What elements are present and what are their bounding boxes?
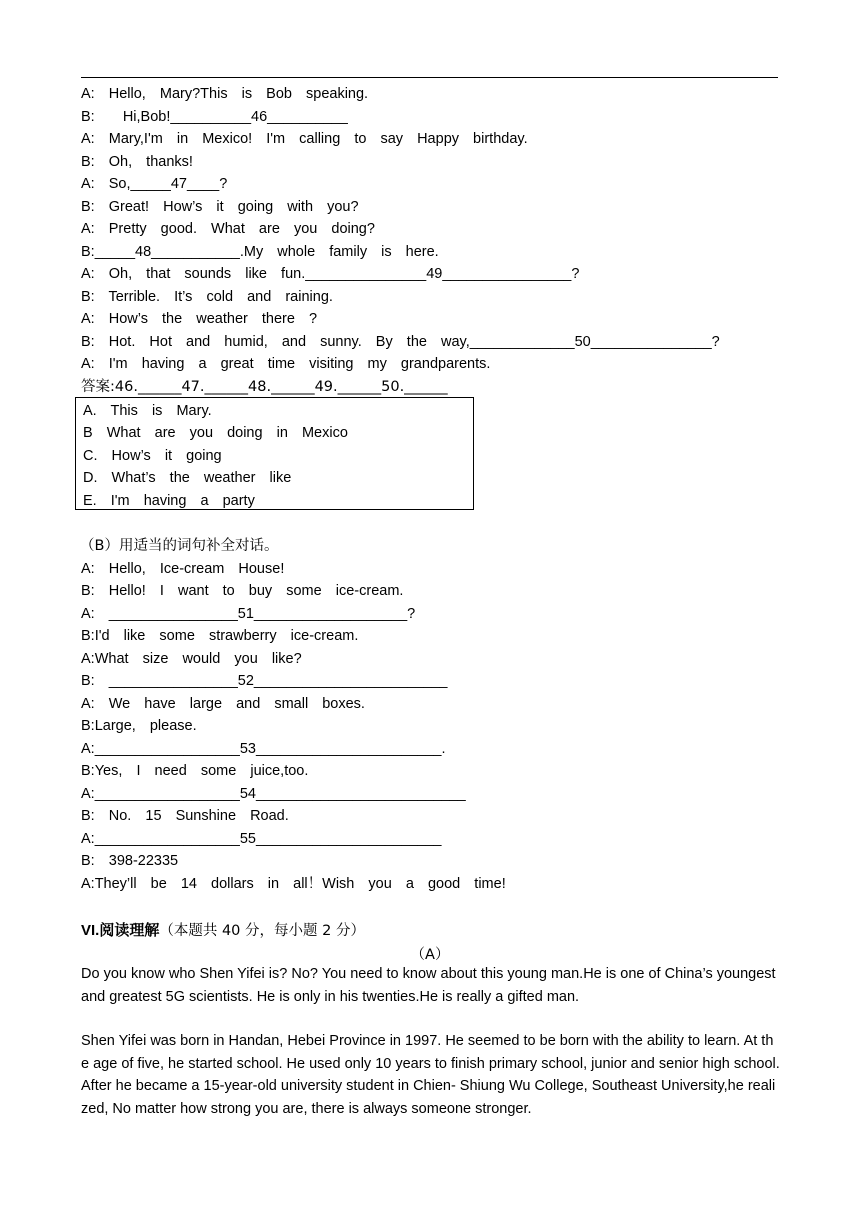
passage-paragraph-2: Shen Yifei was born in Handan, Hebei Province in 1997. He seemed to be born with the ability to learn. At the age of five, he started school. He used only 10 years to finish primary school, junior and senior high school. After he became a 15-year-old university student in Chien- Shiung Wu College, Southeast University,he realized, No matter how strong you are, there is always someone stronger.: [81, 1033, 780, 1117]
dialogue-b-line: B: 398-22335: [81, 853, 179, 869]
dialogue-b-line: A:They’ll be 14 dollars in all！Wish you a good time!: [81, 876, 506, 892]
dialogue-b-line: B: Hello! I want to buy some ice-cream.: [81, 583, 404, 599]
section-b-title: （B）用适当的词句补全对话。: [80, 538, 279, 554]
header-rule: [81, 77, 778, 78]
dialogue-b-line: A:__________________53_______________________.: [81, 741, 446, 757]
passage-label: （A）: [410, 947, 450, 963]
dialogue-b-line: A: We have large and small boxes.: [81, 696, 365, 712]
reading-heading: [81, 919, 365, 940]
option-item: C. How’s it going: [83, 448, 222, 464]
dialogue-b-line: A: Hello, Ice-cream House!: [81, 561, 285, 577]
dialogue-a-line: B: Oh, thanks!: [81, 154, 193, 170]
option-item: A. This is Mary.: [83, 403, 212, 419]
dialogue-b-line: A:What size would you like?: [81, 651, 302, 667]
dialogue-a-line: A: Mary,I'm in Mexico! I'm calling to say Happy birthday.: [81, 131, 528, 147]
dialogue-b-line: A:__________________54__________________________: [81, 786, 466, 802]
dialogue-a-line: A: Hello, Mary?This is Bob speaking.: [81, 86, 369, 102]
dialogue-a-line: B: Hot. Hot and humid, and sunny. By the way,_____________50_______________?: [81, 334, 720, 350]
option-item: E. I'm having a party: [83, 493, 255, 509]
answer-line: 答案:46.______47.______48.______49.______50.______: [81, 379, 448, 395]
passage-paragraph-1: Do you know who Shen Yifei is? No? You need to know about this young man.He is one of China’s youngest and greatest 5G scientists. He is only in his twenties.He is really a gifted man.: [81, 966, 776, 1005]
dialogue-b-line: B: No. 15 Sunshine Road.: [81, 808, 289, 824]
dialogue-b-line: B:Yes, I need some juice,too.: [81, 763, 309, 779]
dialogue-b-line: B:Large, please.: [81, 718, 197, 734]
dialogue-a-line: B: Hi,Bob!__________46__________: [81, 109, 348, 125]
dialogue-a-line: B:_____48___________.My whole family is here.: [81, 244, 439, 260]
dialogue-a-line: A: Oh, that sounds like fun._______________49________________?: [81, 266, 580, 282]
option-item: D. What’s the weather like: [83, 470, 292, 486]
dialogue-a-line: A: How’s the weather there ?: [81, 311, 318, 327]
dialogue-a-line: B: Great! How’s it going with you?: [81, 199, 359, 215]
dialogue-b-line: B:I'd like some strawberry ice-cream.: [81, 628, 359, 644]
dialogue-a-line: B: Terrible. It’s cold and raining.: [81, 289, 333, 305]
options-box: [75, 397, 474, 510]
dialogue-b-line: A: ________________51___________________?: [81, 606, 416, 622]
dialogue-a-line: A: I'm having a great time visiting my grandparents.: [81, 356, 491, 372]
dialogue-a-line: A: Pretty good. What are you doing?: [81, 221, 375, 237]
reading-heading-bold: VI.阅读理解: [81, 922, 160, 939]
option-item: B What are you doing in Mexico: [83, 425, 348, 441]
dialogue-b-line: A:__________________55_______________________: [81, 831, 442, 847]
reading-heading-note: （本题共 40 分，每小题 2 分）: [159, 923, 365, 939]
dialogue-b-line: B: ________________52________________________: [81, 673, 448, 689]
dialogue-a-line: A: So,_____47____?: [81, 176, 228, 192]
